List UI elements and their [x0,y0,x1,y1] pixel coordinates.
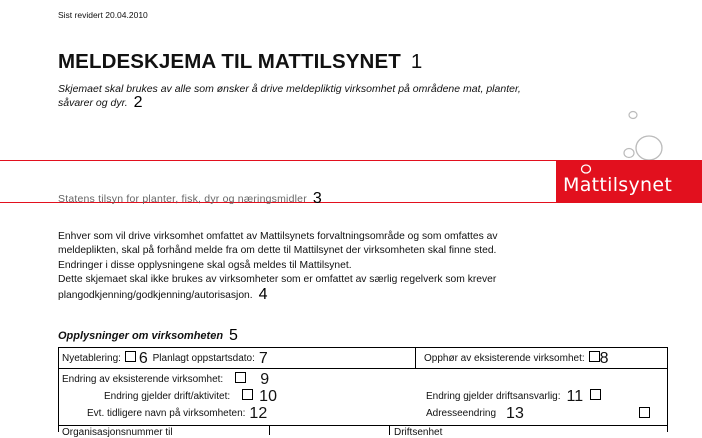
previous-name-field [87,405,267,423]
cease-checkbox[interactable] [589,351,600,362]
cease-label: Opphør av eksisterende virksomhet: [424,353,585,364]
callout-7: 7 [258,350,268,367]
change-operation-field [104,388,277,406]
row-1-divider [415,348,416,368]
tagline-text: Statens tilsyn for planter, fisk, dyr og næringsmidler [58,193,307,205]
cease-field [424,350,609,368]
form-row-divider [59,425,667,426]
callout-5: 5 [229,327,238,344]
bubble-mid-icon [624,149,634,158]
change-label: Endring av eksisterende virksomhet: [62,374,224,385]
cut-divider-2 [389,425,390,435]
callout-12: 12 [249,405,268,422]
callout-2: 2 [133,94,143,111]
subtitle-line-2 [58,96,521,110]
change-operation-checkbox[interactable] [242,389,253,400]
callout-8: 8 [599,350,609,367]
intro-text [58,230,678,303]
change-responsible-label: Endring gjelder driftsansvarlig: [426,391,561,402]
intro-line-2: meldeplikten, skal på forhånd melde fra om dette til Mattilsynet der virksomheten skal finne sted. [58,245,497,257]
callout-3: 3 [312,190,323,207]
address-change-checkbox[interactable] [639,407,650,418]
intro-line-4: Dette skjemaet skal ikke brukes av virksomheter som er omfattet av særlig regelverk som krever [58,274,497,286]
cut-divider-1 [269,425,270,435]
change-checkbox[interactable] [235,372,246,383]
revision-date: Sist revidert 20.04.2010 [58,10,148,20]
address-change-label-group [426,405,524,423]
callout-9: 9 [260,371,270,388]
intro-line-1: Enhver som vil drive virksomhet omfattet av Mattilsynets forvaltningsområde og som omfattes av [58,231,498,242]
intro-line-5 [58,285,678,303]
bubbles-decoration [555,80,695,164]
start-date-label: Planlagt oppstartsdato: [152,353,255,364]
section-heading [58,327,238,345]
cut-off-org-number-label: Organisasjonsnummer til [62,427,173,438]
bubble-small-icon [629,112,637,119]
address-change-label: Adresseendring [426,408,497,419]
callout-11: 11 [566,388,584,405]
logo-text: Mattilsynet [563,174,673,196]
intro-line-5-text: plangodkjenning/godkjenning/autorisasjon. [58,289,253,301]
form-title-text: MELDESKJEMA TIL MATTILSYNET [58,50,401,73]
previous-name-label: Evt. tidligere navn på virksomheten: [87,408,246,419]
bubble-large-icon [636,136,662,160]
new-establishment-label: Nyetablering: [62,353,121,364]
subtitle-line-1: Skjemaet skal brukes av alle som ønsker å drive meldepliktig virksomhet på områdene mat, planter, [58,83,521,95]
subtitle-line-2-text: såvarer og dyr. [58,97,128,109]
change-responsible-checkbox[interactable] [590,389,601,400]
change-responsible-field [426,388,601,406]
new-establishment-field [62,350,268,368]
callout-6: 6 [138,350,148,367]
change-field [62,371,269,389]
form-subtitle [58,83,521,110]
new-establishment-checkbox[interactable] [125,351,136,362]
section-heading-text: Opplysninger om virksomheten [58,330,224,342]
cut-off-unit-label: Driftsenhet [394,427,443,438]
callout-13: 13 [506,405,524,422]
form-row-1 [59,348,667,369]
intro-line-3: Endringer i disse opplysningene skal også meldes til Mattilsynet. [58,259,352,271]
callout-10: 10 [259,388,277,405]
tagline [58,190,322,208]
company-info-form [58,347,668,438]
callout-4: 4 [258,285,268,303]
change-operation-label: Endring gjelder drift/aktivitet: [104,391,231,402]
callout-1: 1 [410,50,423,73]
form-title [58,50,422,74]
